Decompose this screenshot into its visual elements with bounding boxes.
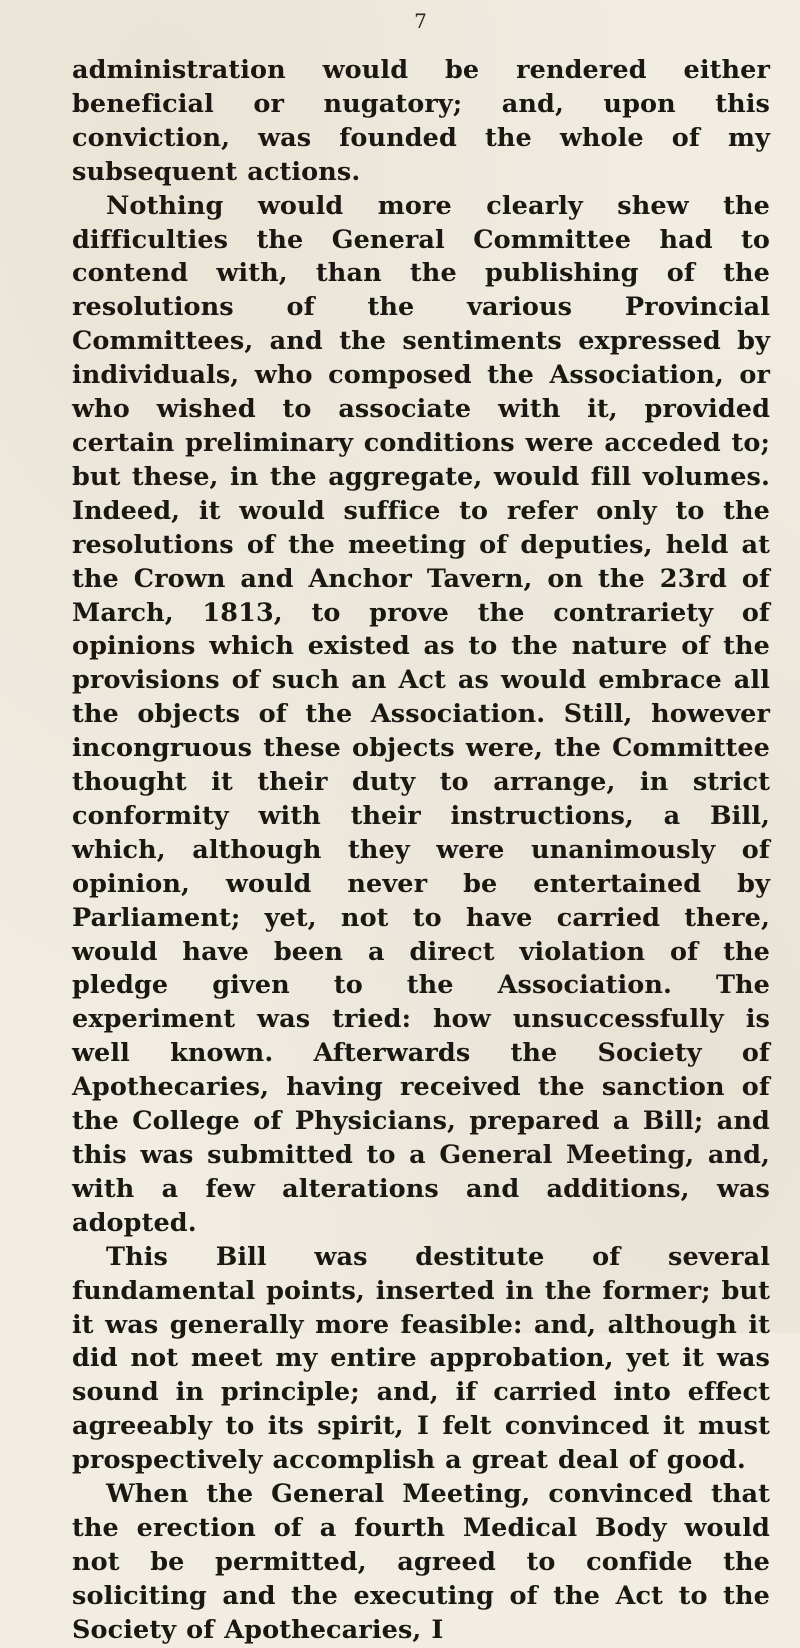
paragraph-3: This Bill was destitute of several fundamental points, inserted in the former; but it was generally more feasible: and, although it did not meet my entire approbation, yet it was sound in principle; and, if carried into effect agreeably to its spirit, I felt convinced it must prospectively accomplish a great deal of good. (72, 1241, 770, 1476)
paragraph-2: Nothing would more clearly shew the difficulties the General Committee had to contend with, than the publishing of the resolutions of the various Provincial Committees, and the sentiments expressed by individuals, who composed the Association, or who wished to associate with it, provided certain preliminary conditions were acceded to; but these, in the aggregate, would fill volumes. Indeed, it would suffice to refer only to the resolutions of the meeting of deputies, held at the Crown and Anchor Tavern, on the 23rd of March, 1813, to prove the contrariety of opinions which existed as to the nature of the provisions of such an Act as would embrace all the objects of the Association. Still, however incongruous these objects were, the Committee thought it their duty to arrange, in strict conformity with their instructions, a Bill, which, although they were unanimously of opinion, would never be entertained by Parliament; yet, not to have carried there, would have been a direct violation of the pledge given to the Association. The experiment was tried: how unsuccessfully is well known. Afterwards the Society of Apothecaries, having received the sanction of the College of Physicians, prepared a Bill; and this was submitted to a General Meeting, and, with a few alterations and additions, was adopted. (72, 190, 770, 1238)
paragraph-4: When the General Meeting, convinced that the erection of a fourth Medical Body would not be permitted, agreed to confide the soliciting and the executing of the Act to the Society of Apothecaries, I (72, 1479, 770, 1645)
page-body (72, 54, 770, 1648)
page-number: 7 (414, 9, 428, 33)
paragraph-1: administration would be rendered either beneficial or nugatory; and, upon this conviction, was founded the whole of my subsequent actions. (72, 55, 770, 187)
